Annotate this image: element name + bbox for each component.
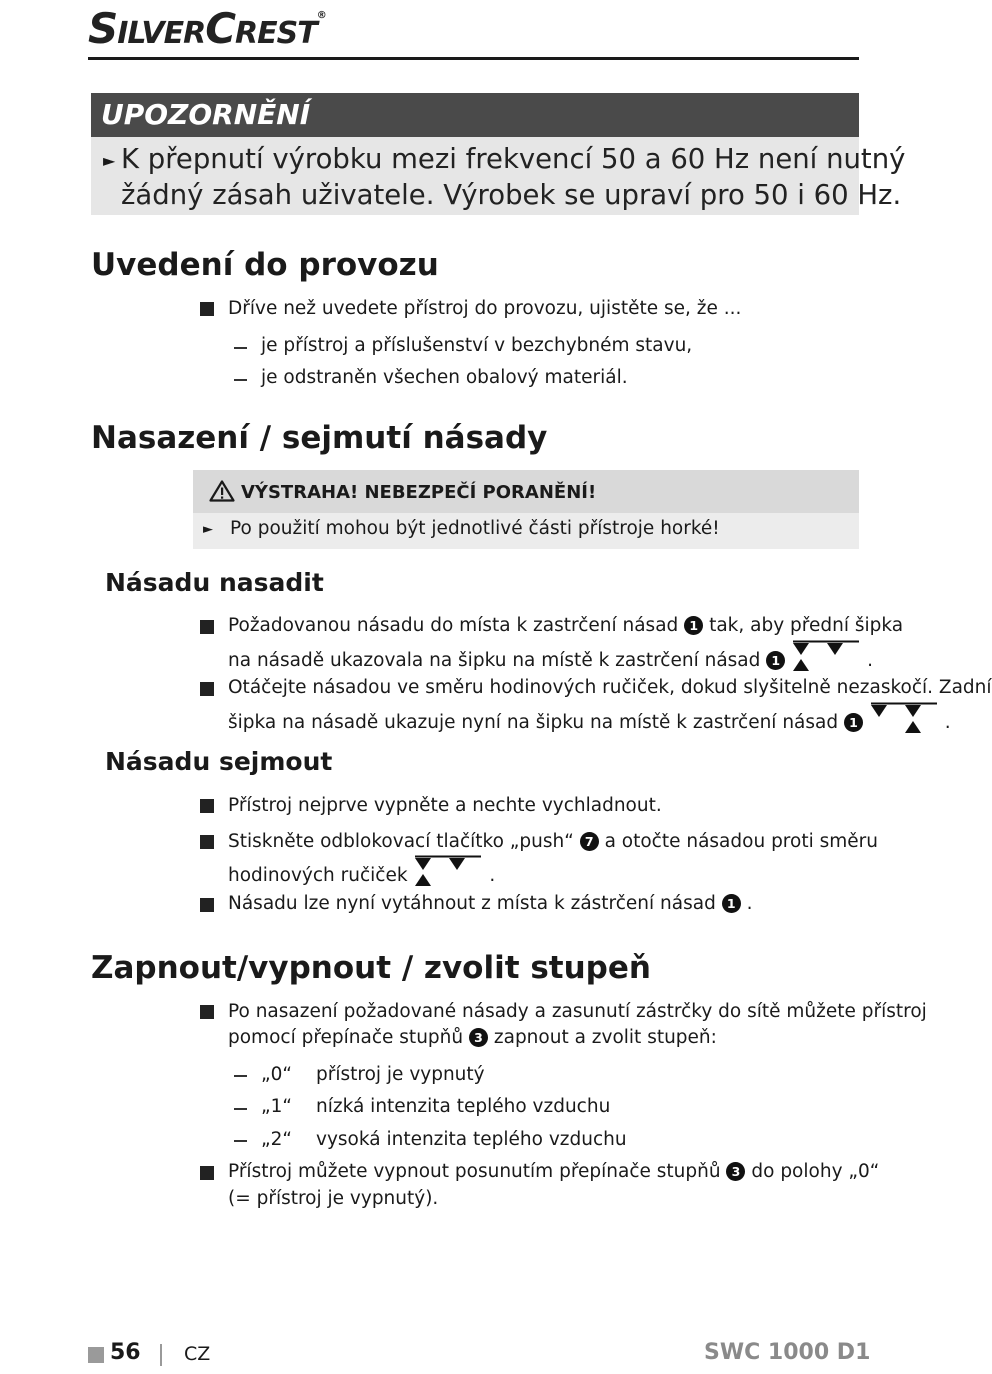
level-key: „2“ xyxy=(261,1129,292,1150)
warning-header xyxy=(193,470,859,513)
list-item-continuation: pomocí přepínače stupňů 3 zapnout a zvolit stupeň: xyxy=(228,1027,717,1048)
bullet-square-icon xyxy=(200,302,214,316)
part-number-badge: 1 xyxy=(722,894,741,913)
language-code: CZ xyxy=(184,1343,211,1365)
warning-title: VÝSTRAHA! NEBEZPEČÍ PORANĚNÍ! xyxy=(241,482,597,503)
list-item: Dříve než uvedete přístroj do provozu, ujistěte se, že ... xyxy=(228,298,742,319)
model-number: SWC 1000 D1 xyxy=(704,1340,871,1365)
bullet-square-icon xyxy=(200,799,214,813)
list-item: Stiskněte odblokovací tlačítko „push“ 7 a otočte násadou proti směru xyxy=(228,831,878,852)
level-key: „0“ xyxy=(261,1064,292,1085)
part-number-badge: 1 xyxy=(766,651,785,670)
dash-icon xyxy=(234,379,247,381)
dash-icon xyxy=(234,1140,247,1142)
list-item-continuation: šipka na násadě ukazuje nyní na šipku na místě k zastrčení násad 1 . xyxy=(228,702,951,736)
subheading-attach: Násadu nasadit xyxy=(105,568,324,597)
arrow-right-icon: ► xyxy=(103,151,116,170)
bullet-square-icon xyxy=(200,898,214,912)
warning-triangle-icon xyxy=(209,480,235,502)
level-desc: nízká intenzita teplého vzduchu xyxy=(316,1096,611,1117)
bullet-square-icon xyxy=(200,1005,214,1019)
list-item-continuation: na násadě ukazovala na šipku na místě k zastrčení násad 1 . xyxy=(228,640,873,674)
section-heading-switch: Zapnout/vypnout / zvolit stupeň xyxy=(91,950,651,986)
part-number-badge: 3 xyxy=(726,1162,745,1181)
part-number-badge: 7 xyxy=(580,832,599,851)
notice-title: UPOZORNĚNÍ xyxy=(101,98,311,131)
warning-text: Po použití mohou být jednotlivé části přístroje horké! xyxy=(230,518,720,539)
part-number-badge: 1 xyxy=(844,713,863,732)
bullet-square-icon xyxy=(200,835,214,849)
dash-icon xyxy=(234,1108,247,1110)
list-item-continuation: (= přístroj je vypnutý). xyxy=(228,1188,439,1209)
list-item: je přístroj a příslušenství v bezchybném stavu, xyxy=(261,335,693,356)
list-item: Otáčejte násadou ve směru hodinových ručiček, dokud slyšitelně nezaskočí. Zadní xyxy=(228,677,992,698)
arrow-alignment-front-icon xyxy=(791,640,861,674)
bullet-square-icon xyxy=(200,682,214,696)
list-item: Přístroj můžete vypnout posunutím přepínače stupňů 3 do polohy „0“ xyxy=(228,1161,880,1182)
dash-icon xyxy=(234,347,247,349)
arrow-right-icon: ► xyxy=(203,522,213,537)
section-heading-commissioning: Uvedení do provozu xyxy=(91,247,439,283)
list-item: je odstraněn všechen obalový materiál. xyxy=(261,367,628,388)
part-number-badge: 3 xyxy=(469,1028,488,1047)
list-item: Požadovanou násadu do místa k zastrčení násad 1 tak, aby přední šipka xyxy=(228,615,904,636)
list-item: Násadu lze nyní vytáhnout z místa k zástrčení násad 1 . xyxy=(228,893,753,914)
subheading-remove: Násadu sejmout xyxy=(105,747,333,776)
notice-header xyxy=(91,93,859,137)
arrow-alignment-front-icon xyxy=(413,855,483,889)
notice-text: K přepnutí výrobku mezi frekvencí 50 a 60 Hz není nutný žádný zásah uživatele. Výrobek se upraví pro 50 i 60 Hz. xyxy=(121,143,906,211)
section-heading-attachments: Nasazení / sejmutí násady xyxy=(91,420,548,456)
warning-body xyxy=(193,513,859,549)
bullet-square-icon xyxy=(200,620,214,634)
list-item: Po nasazení požadované násady a zasunutí zástrčky do sítě můžete přístroj xyxy=(228,1001,927,1022)
header-rule xyxy=(88,57,859,60)
part-number-badge: 1 xyxy=(684,616,703,635)
level-desc: vysoká intenzita teplého vzduchu xyxy=(316,1129,627,1150)
list-item: Přístroj nejprve vypněte a nechte vychladnout. xyxy=(228,795,662,816)
bullet-square-icon xyxy=(200,1166,214,1180)
footer-square-icon xyxy=(88,1347,104,1363)
list-item-continuation: hodinových ručiček . xyxy=(228,855,495,889)
dash-icon xyxy=(234,1075,247,1077)
arrow-alignment-rear-icon xyxy=(869,702,939,736)
page-number: 56 xyxy=(110,1340,141,1365)
footer-divider xyxy=(160,1344,162,1366)
level-desc: přístroj je vypnutý xyxy=(316,1064,485,1085)
brand-logo: SILVERCREST® xyxy=(88,4,326,53)
level-key: „1“ xyxy=(261,1096,292,1117)
notice-body xyxy=(91,137,906,215)
